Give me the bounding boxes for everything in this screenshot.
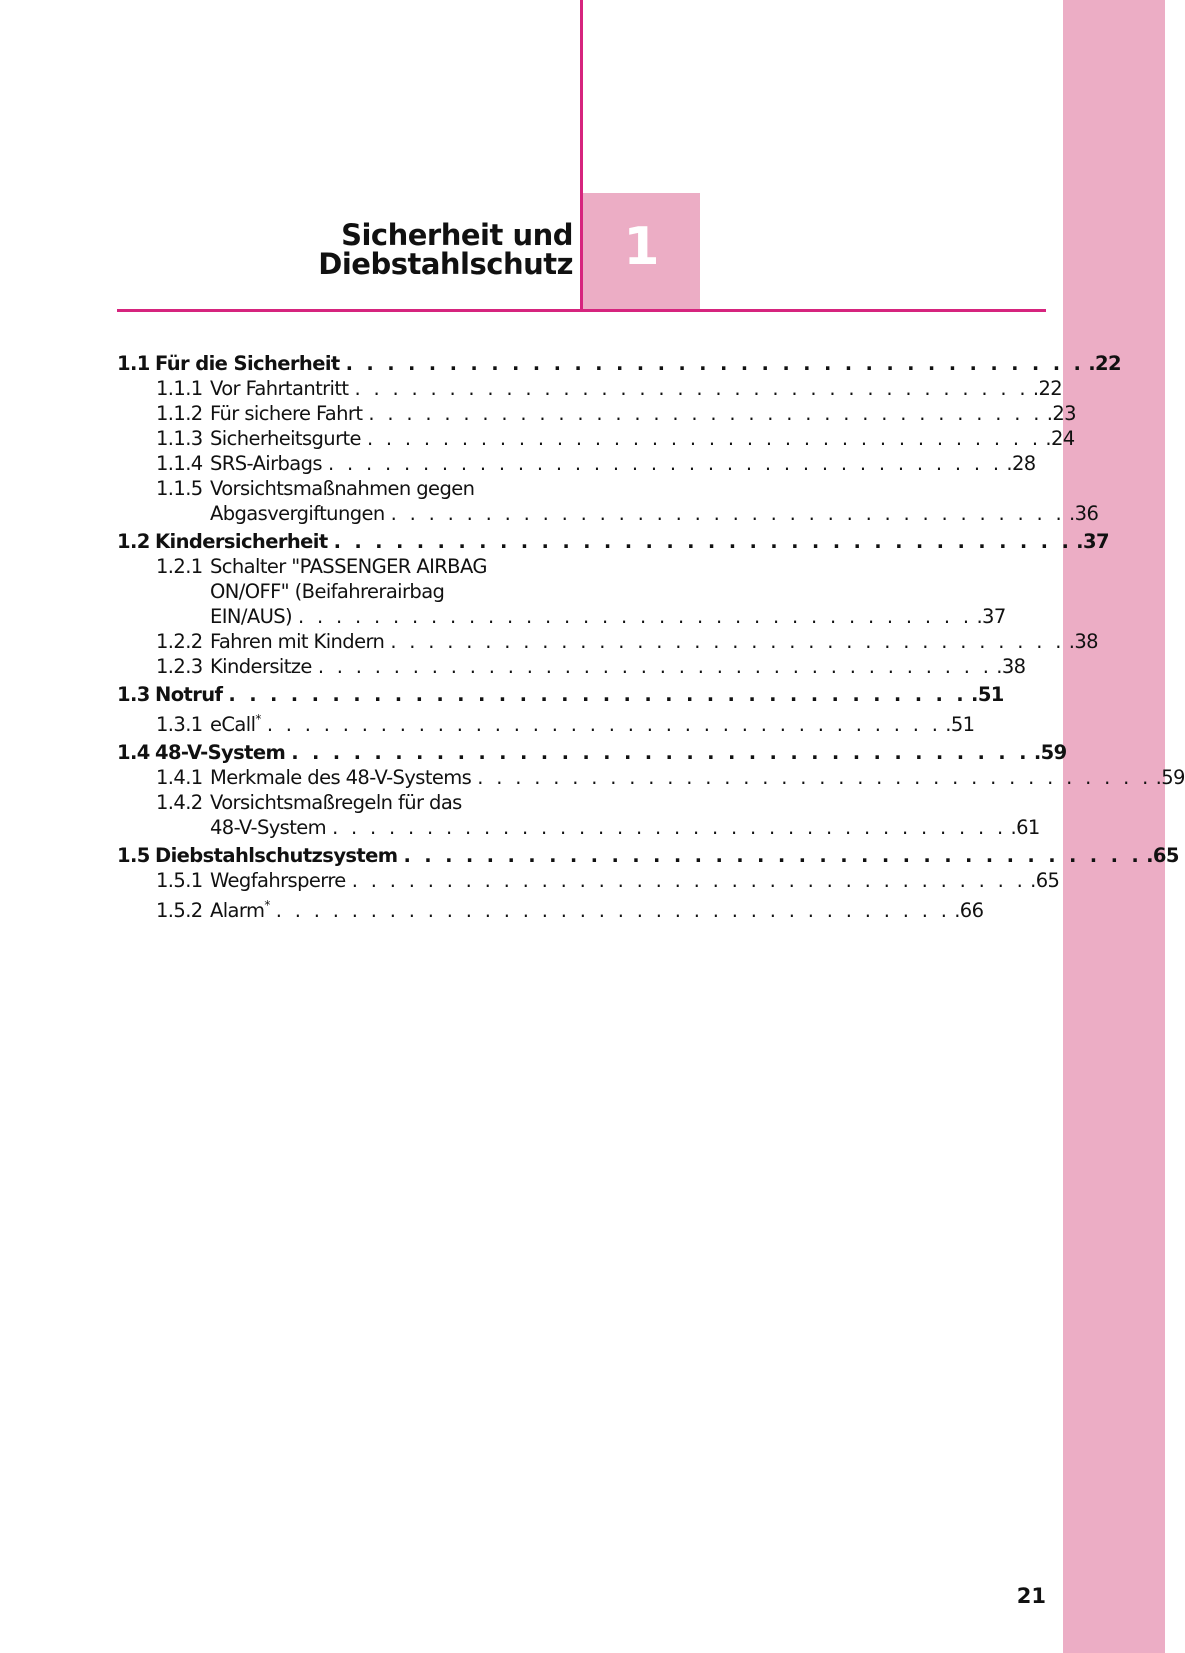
toc-number: 1.1.4 bbox=[156, 452, 203, 475]
toc-page: .22 bbox=[1088, 352, 1121, 375]
toc-entry-1-2-1-line2[interactable] bbox=[117, 579, 545, 604]
toc-title-text: eCall bbox=[210, 713, 256, 736]
toc-entry-1-2-3[interactable] bbox=[117, 654, 1026, 679]
toc-title bbox=[210, 893, 270, 923]
toc-number: 1.4.2 bbox=[156, 791, 203, 814]
toc-entry-1-3-1[interactable] bbox=[117, 707, 975, 737]
toc-title: Wegfahrsperre bbox=[210, 869, 346, 892]
toc-number: 1.3 bbox=[117, 683, 150, 706]
toc-title-continued: EIN/AUS) bbox=[210, 605, 293, 628]
toc-number: 1.5.2 bbox=[156, 899, 203, 922]
toc-number: 1.2.1 bbox=[156, 555, 203, 578]
chapter-number-box bbox=[583, 193, 700, 309]
toc-page: .65 bbox=[1030, 869, 1060, 892]
toc-number: 1.1.5 bbox=[156, 477, 203, 500]
toc-entry-1-5[interactable] bbox=[117, 843, 1179, 868]
toc-entry-1-2-2[interactable] bbox=[117, 629, 1098, 654]
toc-page: .61 bbox=[1010, 816, 1040, 839]
toc-entry-1-1-5-line2[interactable] bbox=[117, 501, 1099, 526]
toc-title-continued: ON/OFF" (Beifahrerairbag bbox=[210, 580, 445, 603]
toc-title-text: Alarm bbox=[210, 899, 265, 922]
toc-leader-dots: . . . . . . . . . . . . . . . . . . . . . . . . . . . . . . . . . . . . bbox=[345, 352, 1085, 375]
toc-entry-1-1-2[interactable] bbox=[117, 401, 1076, 426]
chapter-number: 1 bbox=[623, 217, 660, 277]
toc-title: Vor Fahrtantritt bbox=[210, 377, 349, 400]
toc-entry-1-4-2-line2[interactable] bbox=[117, 815, 1040, 840]
toc-page: .38 bbox=[1068, 630, 1098, 653]
toc-leader-dots: . . . . . . . . . . . . . . . . . . . . . . . . . . . . . . . . . . . . bbox=[228, 683, 968, 706]
toc-entry-1-2-1-line1[interactable] bbox=[117, 554, 545, 579]
toc-leader-dots: . . . . . . . . . . . . . . . . . . . . . . . . . . . . . . . . . . . . bbox=[403, 844, 1143, 867]
toc-page: .65 bbox=[1146, 844, 1179, 867]
footnote-marker: * bbox=[255, 712, 261, 726]
toc-title: Notruf bbox=[155, 683, 223, 706]
toc-page: .22 bbox=[1032, 377, 1063, 400]
toc-number: 1.4 bbox=[117, 741, 150, 764]
chapter-title-line2: Diebstahlschutz bbox=[318, 247, 573, 281]
toc-entry-1-3[interactable] bbox=[117, 682, 1004, 707]
toc-page: .37 bbox=[976, 605, 1006, 628]
toc-page: .59 bbox=[1155, 766, 1185, 789]
toc-entry-1-1-5-line1[interactable] bbox=[117, 476, 545, 501]
toc-title: Kindersicherheit bbox=[155, 530, 328, 553]
chapter-horizontal-rule bbox=[117, 309, 1046, 312]
toc-leader-dots: . . . . . . . . . . . . . . . . . . . . . . . . . . . . . . . . . . . . bbox=[298, 605, 973, 628]
toc-page: .28 bbox=[1006, 452, 1036, 475]
toc-number: 1.2.2 bbox=[156, 630, 203, 653]
toc-leader-dots: . . . . . . . . . . . . . . . . . . . . . . . . . . . . . . . . . . . . bbox=[390, 630, 1065, 653]
toc-entry-1-1-4[interactable] bbox=[117, 451, 1036, 476]
toc-number: 1.3.1 bbox=[156, 713, 203, 736]
toc-number: 1.1.3 bbox=[156, 427, 203, 450]
toc-entry-1-4[interactable] bbox=[117, 740, 1067, 765]
toc-title: Für die Sicherheit bbox=[155, 352, 340, 375]
toc-page: .24 bbox=[1045, 427, 1075, 450]
toc-title: Merkmale des 48-V-Systems bbox=[210, 766, 472, 789]
toc-number: 1.5 bbox=[117, 844, 150, 867]
toc-number: 1.1.2 bbox=[156, 402, 203, 425]
toc-entry-1-4-1[interactable] bbox=[117, 765, 1185, 790]
toc-entry-1-4-2-line1[interactable] bbox=[117, 790, 545, 815]
toc-leader-dots: . . . . . . . . . . . . . . . . . . . . . . . . . . . . . . . . . . . . bbox=[291, 741, 1030, 764]
toc-entry-1-5-1[interactable] bbox=[117, 868, 1060, 893]
toc-leader-dots: . . . . . . . . . . . . . . . . . . . . . . . . . . . . . . . . . . . . bbox=[390, 502, 1066, 525]
toc-page: .51 bbox=[971, 683, 1004, 706]
toc-title: Fahren mit Kindern bbox=[210, 630, 385, 653]
toc-title bbox=[210, 707, 261, 737]
footnote-marker: * bbox=[264, 898, 270, 912]
toc-title: Schalter "PASSENGER AIRBAG bbox=[210, 555, 487, 578]
toc-title: Vorsichtsmaßnahmen gegen bbox=[210, 477, 475, 500]
side-color-strip bbox=[1063, 0, 1165, 1653]
toc-page: .59 bbox=[1033, 741, 1067, 764]
toc-leader-dots: . . . . . . . . . . . . . . . . . . . . . . . . . . . . . . . . . . . . bbox=[266, 713, 942, 736]
toc-title-continued: 48-V-System bbox=[210, 816, 327, 839]
toc-leader-dots: . . . . . . . . . . . . . . . . . . . . . . . . . . . . . . . . . . . . bbox=[366, 427, 1042, 450]
toc-leader-dots: . . . . . . . . . . . . . . . . . . . . . . . . . . . . . . . . . . . . bbox=[351, 869, 1027, 892]
toc-number: 1.2 bbox=[117, 530, 150, 553]
toc-entry-1-1-3[interactable] bbox=[117, 426, 1075, 451]
toc-leader-dots: . . . . . . . . . . . . . . . . . . . . . . . . . . . . . . . . . . . . bbox=[368, 402, 1043, 425]
toc-page: .38 bbox=[996, 655, 1026, 678]
toc-leader-dots: . . . . . . . . . . . . . . . . . . . . . . . . . . . . . . . . . . . . bbox=[332, 816, 1007, 839]
toc-title: Vorsichtsmaßregeln für das bbox=[210, 791, 462, 814]
toc-title: SRS-Airbags bbox=[210, 452, 322, 475]
table-of-contents bbox=[117, 351, 1185, 923]
toc-title: Diebstahlschutzsystem bbox=[155, 844, 398, 867]
toc-page: .51 bbox=[945, 713, 975, 736]
toc-leader-dots: . . . . . . . . . . . . . . . . . . . . . . . . . . . . . . . . . . . . bbox=[327, 452, 1003, 475]
toc-title: Für sichere Fahrt bbox=[210, 402, 363, 425]
toc-page: .23 bbox=[1046, 402, 1076, 425]
chapter-title bbox=[318, 218, 573, 281]
toc-leader-dots: . . . . . . . . . . . . . . . . . . . . . . . . . . . . . . . . . . . . bbox=[477, 766, 1152, 789]
toc-entry-1-1[interactable] bbox=[117, 351, 1121, 376]
toc-leader-dots: . . . . . . . . . . . . . . . . . . . . . . . . . . . . . . . . . . . . bbox=[275, 899, 951, 922]
toc-title: Sicherheitsgurte bbox=[210, 427, 361, 450]
toc-number: 1.5.1 bbox=[156, 869, 203, 892]
toc-entry-1-2[interactable] bbox=[117, 529, 1109, 554]
toc-number: 1.1.1 bbox=[156, 377, 203, 400]
toc-page: .37 bbox=[1076, 530, 1109, 553]
toc-page: .66 bbox=[954, 899, 984, 922]
toc-leader-dots: . . . . . . . . . . . . . . . . . . . . . . . . . . . . . . . . . . . . bbox=[333, 530, 1073, 553]
toc-page: .36 bbox=[1069, 502, 1099, 525]
toc-entry-1-1-1[interactable] bbox=[117, 376, 1063, 401]
chapter-title-line1: Sicherheit und bbox=[341, 218, 573, 252]
toc-number: 1.2.3 bbox=[156, 655, 203, 678]
toc-title-continued: Abgasvergiftungen bbox=[210, 502, 385, 525]
toc-number: 1.1 bbox=[117, 352, 150, 375]
toc-number: 1.4.1 bbox=[156, 766, 203, 789]
toc-leader-dots: . . . . . . . . . . . . . . . . . . . . . . . . . . . . . . . . . . . . bbox=[354, 377, 1029, 400]
page-number: 21 bbox=[1016, 1584, 1046, 1608]
toc-leader-dots: . . . . . . . . . . . . . . . . . . . . . . . . . . . . . . . . . . . . bbox=[317, 655, 993, 678]
toc-title: Kindersitze bbox=[210, 655, 312, 678]
toc-entry-1-2-1-line3[interactable] bbox=[117, 604, 1006, 629]
toc-title: 48-V-System bbox=[155, 741, 286, 764]
toc-entry-1-5-2[interactable] bbox=[117, 893, 984, 923]
